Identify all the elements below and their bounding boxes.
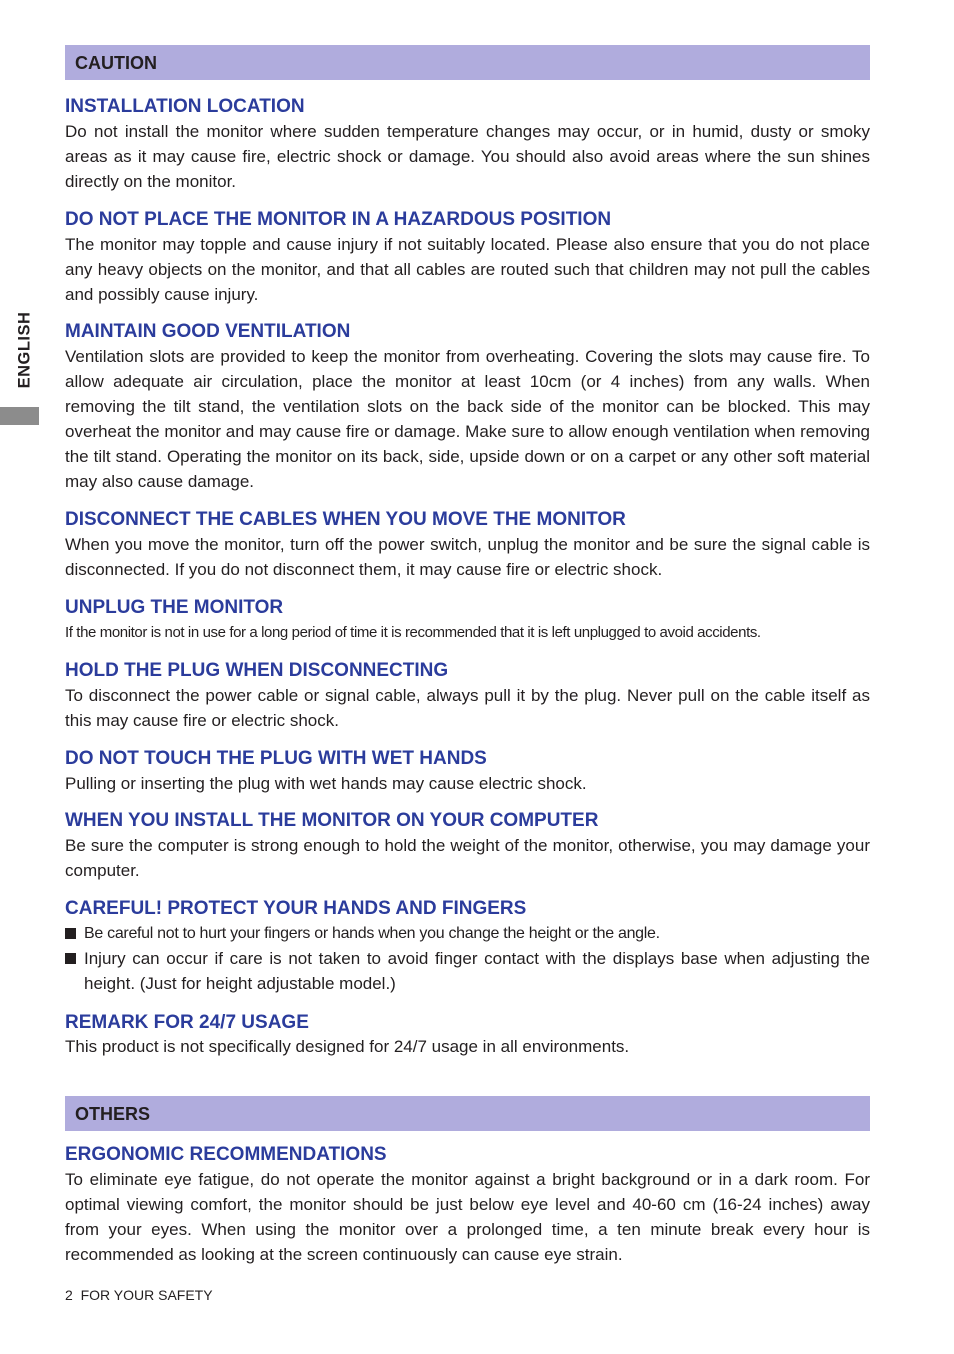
wet-hands-title: DO NOT TOUCH THE PLUG WITH WET HANDS	[65, 748, 487, 769]
installation-location-text: Do not install the monitor where sudden temperature changes may occur, or in humid, dusty or smoky areas as it may cause fire, electric shock or damage. You should also avoid areas where the sun shines directly on the monitor.	[65, 122, 870, 191]
ergonomic-title: ERGONOMIC RECOMMENDATIONS	[65, 1144, 387, 1165]
install-on-computer-title: WHEN YOU INSTALL THE MONITOR ON YOUR COMPUTER	[65, 810, 599, 831]
installation-location-title: INSTALLATION LOCATION	[65, 96, 305, 117]
caution-band	[65, 45, 870, 80]
footer-label: FOR YOUR SAFETY	[80, 1287, 213, 1303]
others-band	[65, 1096, 870, 1131]
language-text: ENGLISH	[15, 311, 34, 389]
caution-heading: CAUTION	[75, 53, 157, 73]
page-footer	[65, 1287, 213, 1303]
ventilation-title: MAINTAIN GOOD VENTILATION	[65, 321, 351, 342]
usage-24-7-title: REMARK FOR 24/7 USAGE	[65, 1012, 309, 1033]
hazardous-position-title: DO NOT PLACE THE MONITOR IN A HAZARDOUS POSITION	[65, 209, 612, 230]
hold-plug-title: HOLD THE PLUG WHEN DISCONNECTING	[65, 660, 449, 681]
bullet-square-icon	[65, 928, 76, 939]
unplug-text: If the monitor is not in use for a long period of time it is recommended that it is left unplugged to avoid accidents.	[65, 624, 761, 641]
ventilation-text: Ventilation slots are provided to keep the monitor from overheating. Covering the slots may cause fire. To allow adequate air circulation, place the monitor at least 10cm (or 4 inches) from any walls. When removing the tilt stand, the ventilation slots on the back side of the monitor can be blocked. This may overheat the monitor and may cause fire or damage. Make sure to allow enough ventilation when removing the tilt stand. Operating the monitor on its back, side, upside down or on a carpet or any other soft material may also cause damage.	[65, 347, 870, 491]
side-tab-marker	[0, 407, 39, 425]
hazardous-position-text: The monitor may topple and cause injury if not suitably located. Please also ensure that you do not place any heavy objects on the monitor, and that all cables are routed such that children may not pull the cables and possibly cause injury.	[65, 235, 870, 304]
disconnect-cables-title: DISCONNECT THE CABLES WHEN YOU MOVE THE MONITOR	[65, 509, 626, 530]
bullet-text: Be careful not to hurt your fingers or hands when you change the height or the angle.	[84, 925, 660, 942]
disconnect-cables-text: When you move the monitor, turn off the power switch, unplug the monitor and be sure the signal cable is disconnected. If you do not disconnect them, it may cause fire or electric shock.	[65, 535, 870, 579]
usage-24-7-text: This product is not specifically designed for 24/7 usage in all environments.	[65, 1037, 630, 1056]
hold-plug-text: To disconnect the power cable or signal cable, always pull it by the plug. Never pull on the cable itself as this may cause fire or electric shock.	[65, 686, 870, 730]
page-number: 2	[65, 1287, 73, 1303]
protect-hands-title: CAREFUL! PROTECT YOUR HANDS AND FINGERS	[65, 898, 527, 919]
side-language-label	[10, 300, 40, 400]
unplug-title: UNPLUG THE MONITOR	[65, 597, 284, 618]
wet-hands-text: Pulling or inserting the plug with wet hands may cause electric shock.	[65, 774, 587, 793]
ergonomic-text: To eliminate eye fatigue, do not operate the monitor against a bright background or in a dark room. For optimal viewing comfort, the monitor should be just below eye level and 40-60 cm (16-24 inches) away from your eyes. When using the monitor over a prolonged time, a ten minute break every hour is recommended as looking at the screen continuously can cause eye strain.	[65, 1170, 870, 1264]
install-on-computer-text: Be sure the computer is strong enough to hold the weight of the monitor, otherwise, you may damage your computer.	[65, 836, 870, 880]
bullet-square-icon	[65, 953, 76, 964]
bullet-text: Injury can occur if care is not taken to avoid finger contact with the displays base when adjusting the height. (Just for height adjustable model.)	[84, 949, 870, 993]
others-heading: OTHERS	[75, 1104, 151, 1124]
